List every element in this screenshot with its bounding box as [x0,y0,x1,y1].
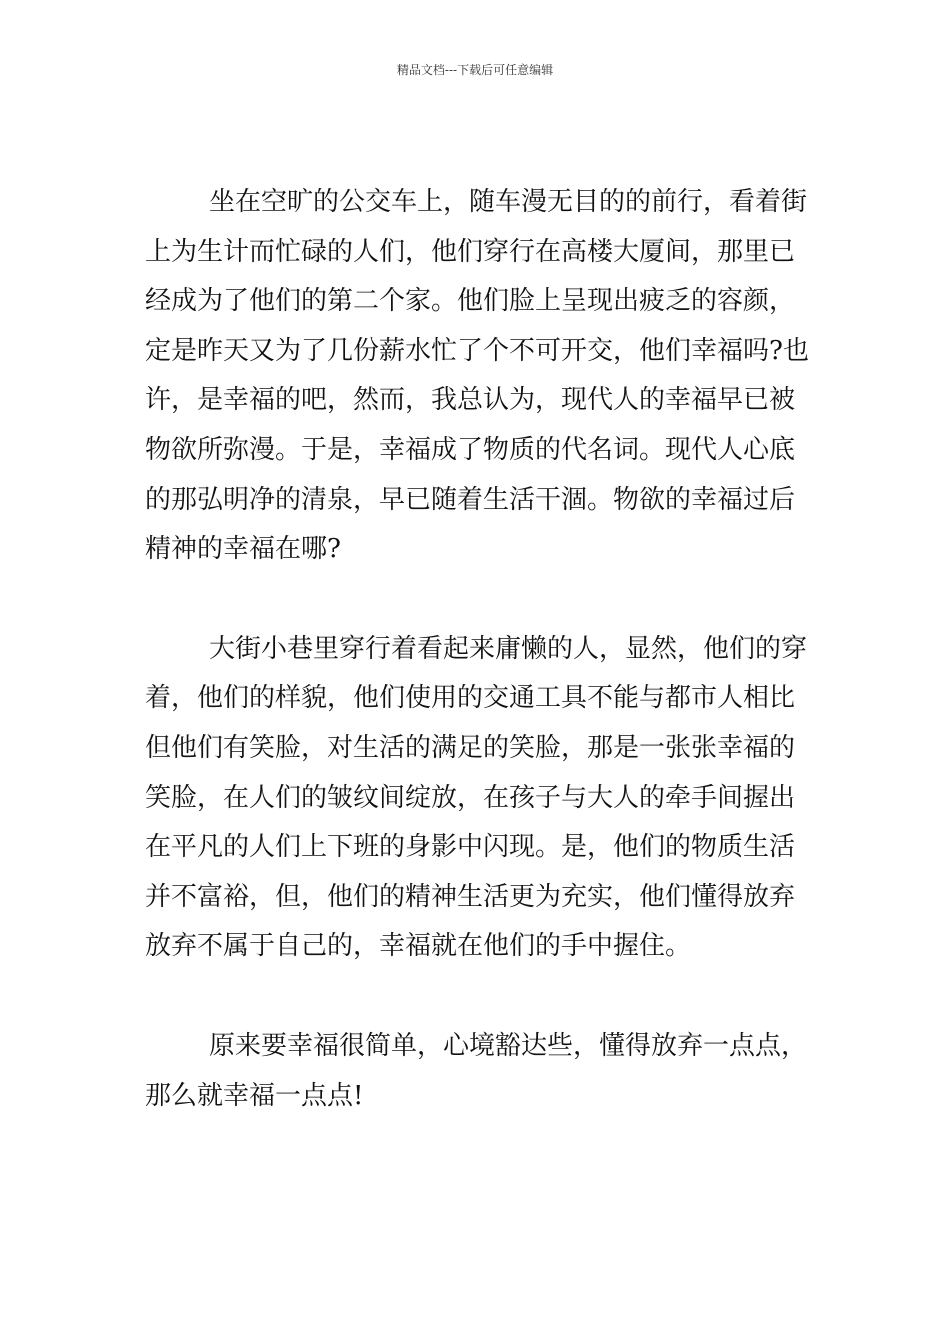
paragraph-line: 在平凡的人们上下班的身影中闪现。是，他们的物质生活 [145,832,796,863]
paragraph-line: 但他们有笑脸，对生活的满足的笑脸，那是一张张幸福的 [145,732,796,763]
paragraph-line: 上为生计而忙碌的人们，他们穿行在高楼大厦间，那里已 [145,236,796,267]
paragraph-line: 放弃不属于自己的，幸福就在他们的手中握住。 [145,931,692,962]
paragraph-line: 笑脸，在人们的皱纹间绽放，在孩子与大人的牵手间握出 [145,782,796,813]
paragraph-spacer [145,575,807,625]
document-body [145,178,807,1121]
paragraph-line: 许，是幸福的吧，然而，我总认为，现代人的幸福早已被 [145,385,796,416]
paragraph-line: 的那弘明净的清泉，早已随着生活干涸。物欲的幸福过后 [145,484,796,515]
paragraph-line: 物欲所弥漫。于是，幸福成了物质的代名词。现代人心底 [145,434,796,465]
paragraph-line: 原来要幸福很简单，心境豁达些，懂得放弃一点点， [209,1030,808,1061]
paragraph-line: 大街小巷里穿行着看起来庸懒的人，显然，他们的穿 [209,633,808,664]
paragraph-line: 定是昨天又为了几份薪水忙了个不可开交，他们幸福吗?也 [145,335,809,366]
page-header: 精品文档---下载后可任意编辑 [396,63,554,77]
paragraph-line: 那么就幸福一点点! [145,1080,364,1111]
paragraph-1 [145,178,807,575]
paragraph-line: 经成为了他们的第二个家。他们脸上呈现出疲乏的容颜， [145,286,796,317]
paragraph-2 [145,625,807,972]
paragraph-spacer [145,972,807,1022]
paragraph-line: 坐在空旷的公交车上，随车漫无目的的前行，看着街 [209,187,808,217]
paragraph-3 [145,1022,807,1121]
paragraph-line: 着，他们的样貌，他们使用的交通工具不能与都市人相比 [145,683,796,714]
paragraph-line: 精神的幸福在哪? [145,534,341,565]
paragraph-line: 并不富裕，但，他们的精神生活更为充实，他们懂得放弃 [145,881,796,912]
